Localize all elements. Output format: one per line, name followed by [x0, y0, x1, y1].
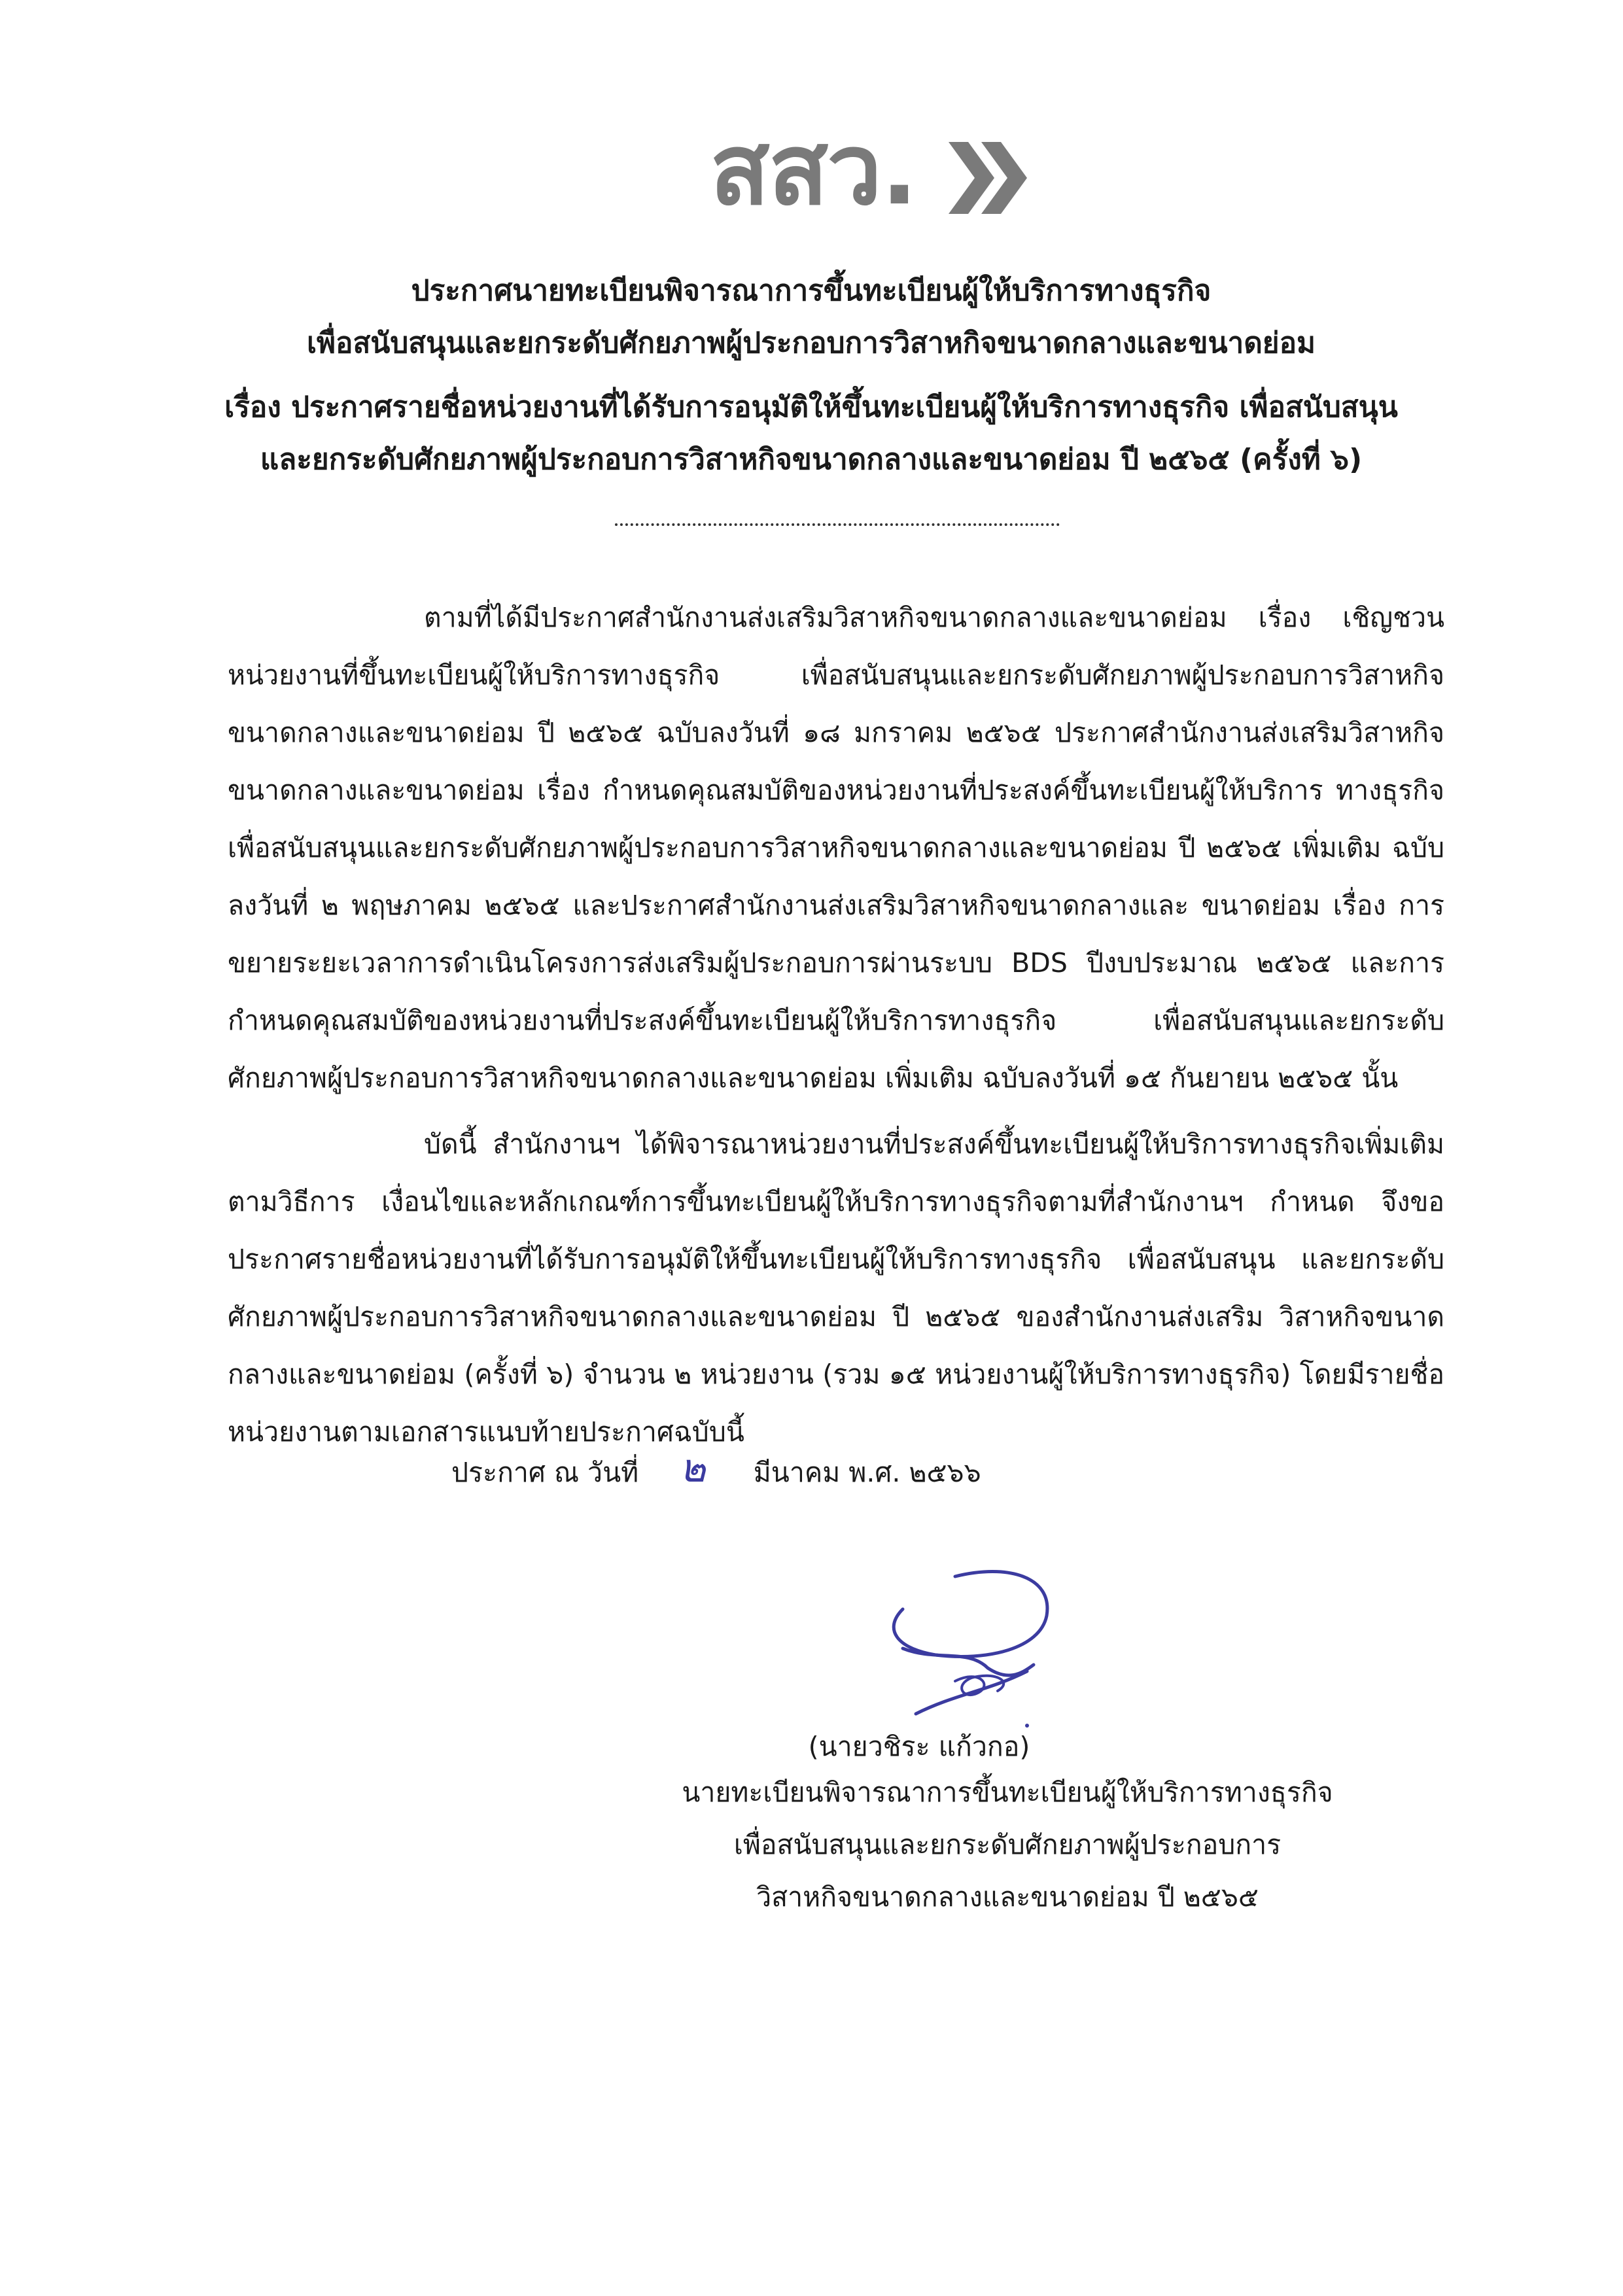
subject-line-1: เรื่อง ประกาศรายชื่อหน่วยงานที่ได้รับการอนุมัติให้ขึ้นทะเบียนผู้ให้บริการทางธุรกิจ เพื่อสนับสนุน	[224, 391, 1398, 424]
handwritten-signature	[857, 1550, 1073, 1733]
announcement-title-line-2: เพื่อสนับสนุนและยกระดับศักยภาพผู้ประกอบการวิสาหกิจขนาดกลางและขนาดย่อม	[306, 326, 1316, 360]
announcement-title-line-1: ประกาศนายทะเบียนพิจารณาการขึ้นทะเบียนผู้ให้บริการทางธุรกิจ	[411, 274, 1212, 307]
date-prefix: ประกาศ ณ วันที่	[451, 1457, 639, 1488]
signatory-title-line-1: นายทะเบียนพิจารณาการขึ้นทะเบียนผู้ให้บริการทางธุรกิจ	[682, 1777, 1333, 1808]
osmep-logo	[710, 113, 1037, 227]
logo-wordmark: สสว.	[710, 113, 917, 227]
signatory-title-line-3: วิสาหกิจขนาดกลางและขนาดย่อม ปี ๒๕๖๕	[756, 1881, 1259, 1913]
announcement-date	[451, 1442, 981, 1495]
subject-line-2: และยกระดับศักยภาพผู้ประกอบการวิสาหกิจขนาดกลางและขนาดย่อม ปี ๒๕๖๕ (ครั้งที่ ๖)	[260, 443, 1363, 476]
date-month-year: มีนาคม พ.ศ. ๒๕๖๖	[753, 1457, 981, 1488]
dotted-divider	[615, 523, 1060, 526]
handwritten-day: ๒	[680, 1446, 706, 1491]
double-chevron-right-icon	[949, 139, 1034, 217]
signatory-name: (นายวชิระ แก้วกอ)	[808, 1731, 1030, 1762]
body-paragraph-1-text: ตามที่ได้มีประกาศสำนักงานส่งเสริมวิสาหกิจขนาดกลางและขนาดย่อม เรื่อง เชิญชวน หน่วยงานที่ขึ้นทะเบียนผู้ให้บริการทางธุรกิจ เพื่อสนับสนุนและยกระดับศักยภาพผู้ประกอบการวิสาหกิจ ขนาดกลางและขนาดย่อม ปี ๒๕๖๕ ฉบับลงวันที่ ๑๘ มกราคม ๒๕๖๕ ประกาศสำนักงานส่งเสริมวิสาหกิจ ขนาดกลางและขนาดย่อม เรื่อง กำหนดคุณสมบัติของหน่วยงานที่ประสงค์ขึ้นทะเบียนผู้ให้บริการ ทางธุรกิจ เพื่อสนับสนุนและยกระดับศักยภาพผู้ประกอบการวิสาหกิจขนาดกลางและขนาดย่อม ปี ๒๕๖๕ เพิ่มเติม ฉบับลงวันที่ ๒ พฤษภาคม ๒๕๖๕ และประกาศสำนักงานส่งเสริมวิสาหกิจขนาดกลางและ ขนาดย่อม เรื่อง การขยายระยะเวลาการดำเนินโครงการส่งเสริมผู้ประกอบการผ่านระบบ BDS ปีงบประมาณ ๒๕๖๕ และการกำหนดคุณสมบัติของหน่วยงานที่ประสงค์ขึ้นทะเบียนผู้ให้บริการทางธุรกิจ เพื่อสนับสนุนและยกระดับศักยภาพผู้ประกอบการวิสาหกิจขนาดกลางและขนาดย่อม เพิ่มเติม ฉบับลงวันที่ ๑๕ กันยายน ๒๕๖๕ นั้น	[228, 602, 1444, 1094]
body-paragraph-2-text: บัดนี้ สำนักงานฯ ได้พิจารณาหน่วยงานที่ประสงค์ขึ้นทะเบียนผู้ให้บริการทางธุรกิจเพิ่มเติม ตามวิธีการ เงื่อนไขและหลักเกณฑ์การขึ้นทะเบียนผู้ให้บริการทางธุรกิจตามที่สำนักงานฯ กำหนด จึงขอประกาศรายชื่อหน่วยงานที่ได้รับการอนุมัติให้ขึ้นทะเบียนผู้ให้บริการทางธุรกิจ เพื่อสนับสนุน และยกระดับศักยภาพผู้ประกอบการวิสาหกิจขนาดกลางและขนาดย่อม ปี ๒๕๖๕ ของสำนักงานส่งเสริม วิสาหกิจขนาดกลางและขนาดย่อม (ครั้งที่ ๖) จำนวน ๒ หน่วยงาน (รวม ๑๕ หน่วยงานผู้ให้บริการทางธุรกิจ) โดยมีรายชื่อหน่วยงานตามเอกสารแนบท้ายประกาศฉบับนี้	[228, 1128, 1444, 1448]
body-paragraph-2	[228, 1115, 1444, 1461]
signatory-title-line-2: เพื่อสนับสนุนและยกระดับศักยภาพผู้ประกอบการ	[733, 1829, 1282, 1860]
body-paragraph-1	[228, 589, 1444, 1107]
